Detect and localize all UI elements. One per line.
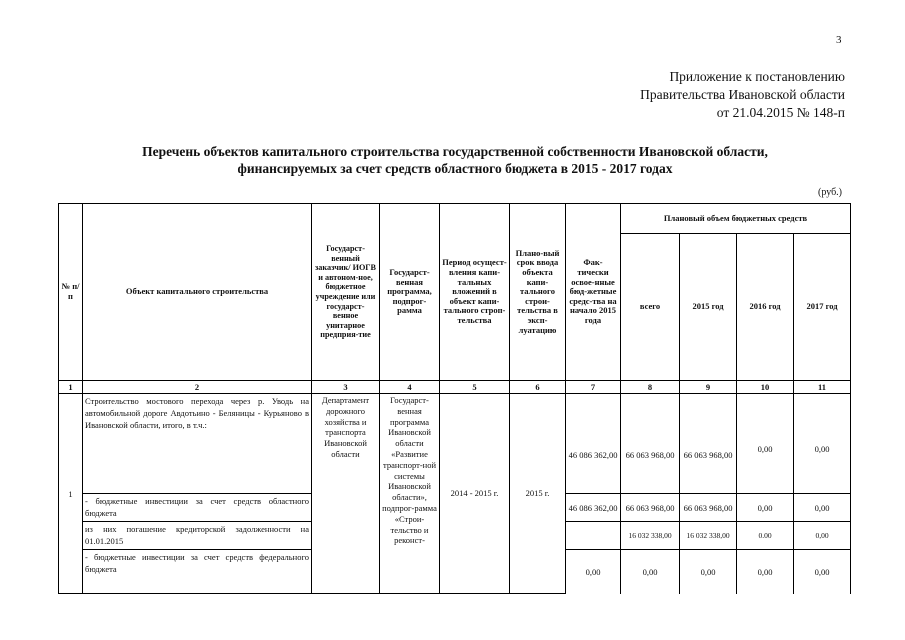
customer-cell: Департамент дорожного хозяйства и транспорта Ивановской области <box>312 394 380 594</box>
index-cell: 8 <box>621 381 680 394</box>
y2015-cell: 66 063 968,00 <box>680 494 737 522</box>
index-cell: 5 <box>440 381 510 394</box>
y2015-cell: 0,00 <box>680 550 737 594</box>
column-index-row <box>59 381 851 394</box>
actual-cell <box>566 522 621 550</box>
header-deadline: Плано-вый срок ввода объекта капи-тального строи-тельства в эксп-луатацию <box>510 204 566 381</box>
index-cell: 6 <box>510 381 566 394</box>
header-2016: 2016 год <box>737 234 794 381</box>
index-cell: 2 <box>83 381 312 394</box>
appendix-line-1: Приложение к постановлению <box>669 69 845 84</box>
total-cell: 0,00 <box>621 550 680 594</box>
index-cell: 1 <box>59 381 83 394</box>
object-name: Строительство мостового перехода через р. Уводь на автомобильной дороге Авдотьино - Беляницы - Курьяново в Ивановской области, итого, в т.ч.: <box>83 394 312 494</box>
y2016-cell: 0.00 <box>737 522 794 550</box>
index-cell: 10 <box>737 381 794 394</box>
index-cell: 11 <box>794 381 851 394</box>
header-customer: Государст-венный заказчик/ ИОГВ и автоном-ное, бюджетное учреждение или государст-венное унитарное предприя-тие <box>312 204 380 381</box>
appendix-line-2: Правительства Ивановской области <box>640 87 845 102</box>
line-label: из них погашение кредиторской задолженности на 01.01.2015 <box>83 522 312 550</box>
y2015-cell: 16 032 338,00 <box>680 522 737 550</box>
period-cell: 2014 - 2015 г. <box>440 394 510 594</box>
page-number: 3 <box>836 34 842 46</box>
total-cell: 16 032 338,00 <box>621 522 680 550</box>
header-total: всего <box>621 234 680 381</box>
objects-table <box>58 203 851 594</box>
y2016-cell: 0,00 <box>737 394 794 494</box>
line-label: - бюджетные инвестиции за счет средств областного бюджета <box>83 494 312 522</box>
deadline-cell: 2015 г. <box>510 394 566 594</box>
title-line-2: финансируемых за счет средств областного бюджета в 2015 - 2017 годах <box>237 161 673 176</box>
actual-cell: 46 086 362,00 <box>566 494 621 522</box>
program-cell: Государст-венная программа Ивановской области «Развитие транспорт-ной системы Ивановской области», подпрог-рамма «Строи-тельство и реконст- <box>380 394 440 594</box>
row-number: 1 <box>59 394 83 594</box>
y2017-cell: 0,00 <box>794 522 851 550</box>
header-object: Объект капитального строительства <box>83 204 312 381</box>
appendix-header <box>640 68 845 122</box>
appendix-line-3: от 21.04.2015 № 148-п <box>716 105 845 120</box>
y2016-cell: 0,00 <box>737 494 794 522</box>
currency-unit: (руб.) <box>818 187 842 198</box>
total-cell: 66 063 968,00 <box>621 494 680 522</box>
line-label: - бюджетные инвестиции за счет средств федерального бюджета <box>83 550 312 594</box>
index-cell: 3 <box>312 381 380 394</box>
y2015-cell: 66 063 968,00 <box>680 394 737 494</box>
y2016-cell: 0,00 <box>737 550 794 594</box>
header-2015: 2015 год <box>680 234 737 381</box>
y2017-cell: 0,00 <box>794 394 851 494</box>
index-cell: 7 <box>566 381 621 394</box>
index-cell: 4 <box>380 381 440 394</box>
index-cell: 9 <box>680 381 737 394</box>
header-num: № п/п <box>59 204 83 381</box>
actual-cell: 0,00 <box>566 550 621 594</box>
header-actual: Фак-тически освое-нные бюд-жетные средс-тва на начало 2015 года <box>566 204 621 381</box>
table-row <box>59 394 851 494</box>
actual-cell: 46 086 362,00 <box>566 394 621 494</box>
header-planned-group: Плановый объем бюджетных средств <box>621 204 851 234</box>
header-program: Государст-венная программа, подпрог-рамма <box>380 204 440 381</box>
y2017-cell: 0,00 <box>794 494 851 522</box>
header-period: Период осущест-вления капи-тальных вложений в объект капи-тального строп-тельства <box>440 204 510 381</box>
y2017-cell: 0,00 <box>794 550 851 594</box>
title-line-1: Перечень объектов капитального строительства государственной собственности Ивановской области, <box>142 144 768 159</box>
document-title <box>60 143 850 177</box>
header-2017: 2017 год <box>794 234 851 381</box>
total-cell: 66 063 968,00 <box>621 394 680 494</box>
